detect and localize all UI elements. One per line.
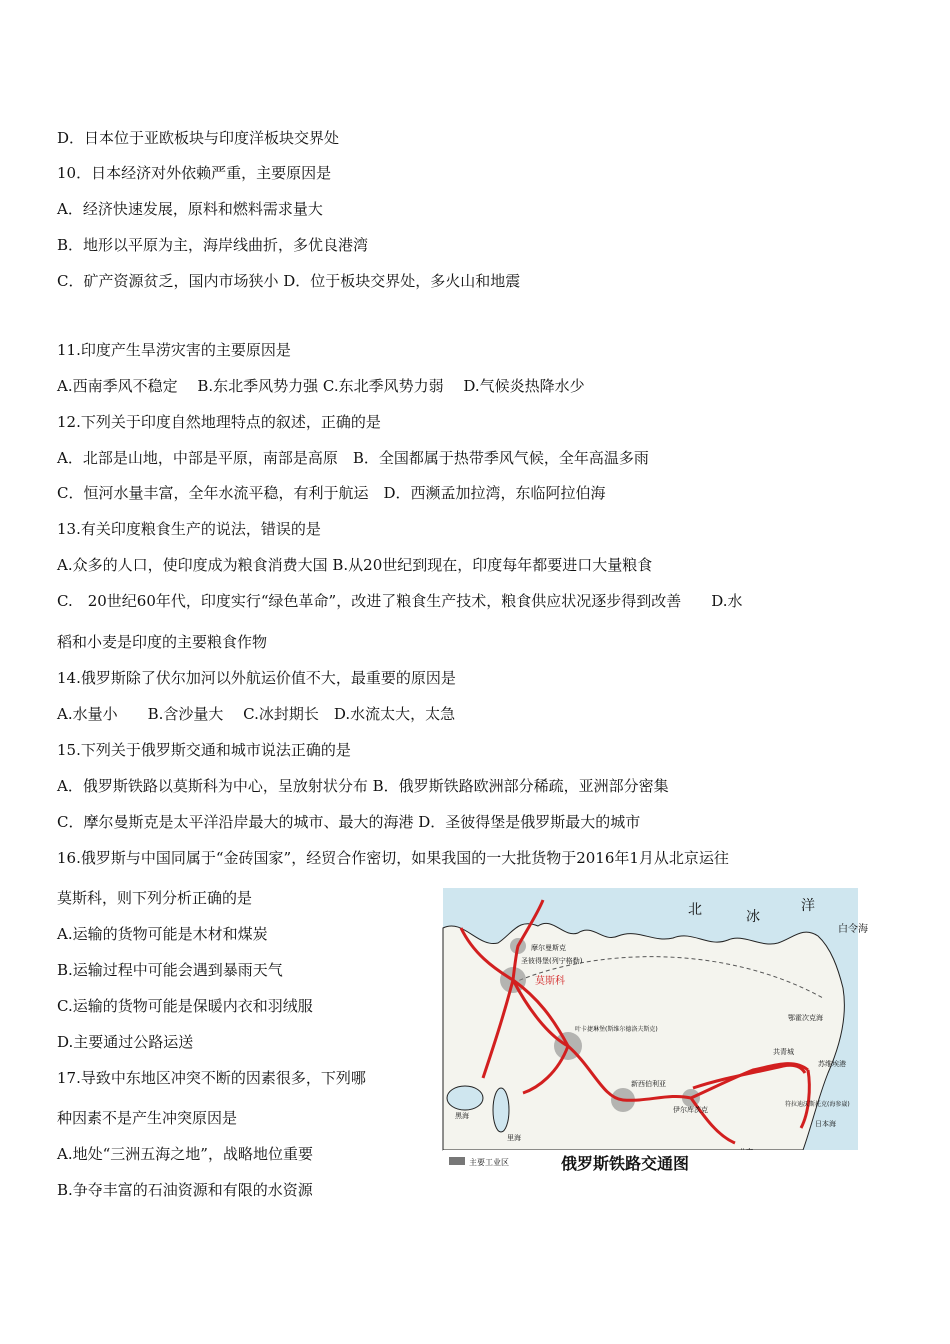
- option-line: 稻和小麦是印度的主要粮食作物: [57, 633, 268, 651]
- option-line: B.争夺丰富的石油资源和有限的水资源: [57, 1181, 313, 1199]
- option-line: C．摩尔曼斯克是太平洋沿岸最大的城市、最大的海港 D．圣彼得堡是俄罗斯最大的城市: [57, 813, 641, 831]
- question-12: 12.下列关于印度自然地理特点的叙述，正确的是: [57, 413, 381, 431]
- sea-label: 鄂霍次克海: [788, 1014, 823, 1022]
- option-line: B.运输过程中可能会遇到暴雨天气: [57, 961, 283, 979]
- city-label: 摩尔曼斯克: [531, 944, 566, 952]
- caspian-sea: [493, 1088, 509, 1132]
- sea-label: 洋: [801, 898, 815, 914]
- city-label: 伊尔库茨克: [673, 1106, 708, 1114]
- map-title: 俄罗斯铁路交通图: [561, 1154, 690, 1173]
- sea-label: 冰: [746, 909, 760, 925]
- city-label: 苏维埃港: [818, 1060, 846, 1068]
- text-line: 莫斯科，则下列分析正确的是: [57, 889, 253, 907]
- sea-label: 黑海: [455, 1112, 469, 1120]
- question-10: 10．日本经济对外依赖严重，主要原因是: [57, 164, 332, 182]
- sea-label: 北: [688, 902, 702, 918]
- russia-railway-map: [443, 888, 868, 1174]
- option-line: C．恒河水量丰富，全年水流平稳，有利于航运 D．西濒孟加拉湾，东临阿拉伯海: [57, 484, 606, 502]
- option-line: A.运输的货物可能是木材和煤炭: [57, 925, 268, 943]
- city-label: 新西伯利亚: [631, 1080, 666, 1088]
- option-line: C. 20世纪60年代，印度实行“绿色革命”，改进了粮食生产技术，粮食供应状况逐步得到改善 D.水: [57, 592, 743, 610]
- city-label: 符拉迪沃斯托克(海参崴): [785, 1101, 850, 1108]
- question-15: 15.下列关于俄罗斯交通和城市说法正确的是: [57, 741, 351, 759]
- option-line: A.地处“三洲五海之地”，战略地位重要: [57, 1145, 313, 1163]
- question-17: 17.导致中东地区冲突不断的因素很多，下列哪: [57, 1069, 366, 1087]
- option-line: A．经济快速发展，原料和燃料需求量大: [57, 200, 323, 218]
- option-line: C.运输的货物可能是保暖内衣和羽绒服: [57, 997, 313, 1015]
- option-line: A．俄罗斯铁路以莫斯科为中心，呈放射状分布 B．俄罗斯铁路欧洲部分稀疏，亚洲部分密集: [57, 777, 669, 795]
- legend-swatch: [449, 1157, 465, 1165]
- legend-label: 主要工业区: [469, 1158, 509, 1167]
- sea-label: 里海: [507, 1134, 521, 1142]
- sea-label: 日本海: [815, 1120, 836, 1128]
- option-line: C．矿产资源贫乏，国内市场狭小 D．位于板块交界处，多火山和地震: [57, 272, 521, 290]
- option-line: B．地形以平原为主，海岸线曲折，多优良港湾: [57, 236, 369, 254]
- city-label: 圣彼得堡(列宁格勒): [521, 957, 583, 965]
- sea-label: 白令海: [838, 924, 868, 935]
- question-16: 16.俄罗斯与中国同属于“金砖国家”，经贸合作密切，如果我国的一大批货物于2016年1月从北京运往: [57, 849, 729, 867]
- city-label-moscow: 莫斯科: [535, 976, 565, 987]
- text-line: 种因素不是产生冲突原因是: [57, 1109, 238, 1127]
- option-line: A．北部是山地，中部是平原，南部是高原 B．全国都属于热带季风气候，全年高温多雨: [57, 449, 649, 467]
- city-label: 共青城: [773, 1048, 794, 1056]
- option-line: A.水量小 B.含沙量大 C.冰封期长 D.水流太大，太急: [57, 705, 456, 723]
- black-sea: [447, 1086, 483, 1110]
- question-11: 11.印度产生旱涝灾害的主要原因是: [57, 341, 291, 359]
- option-line: A.众多的人口，使印度成为粮食消费大国 B.从20世纪到现在，印度每年都要进口大量粮食: [57, 556, 653, 574]
- option-line: D.主要通过公路运送: [57, 1033, 194, 1051]
- text-line: D．日本位于亚欧板块与印度洋板块交界处: [57, 129, 340, 147]
- option-line: A.西南季风不稳定 B.东北季风势力强 C.东北季风势力弱 D.气候炎热降水少: [57, 377, 585, 395]
- city-label: 叶卡捷琳堡(斯维尔德洛夫斯克): [575, 1026, 658, 1033]
- question-13: 13.有关印度粮食生产的说法，错误的是: [57, 520, 321, 538]
- question-14: 14.俄罗斯除了伏尔加河以外航运价值不大，最重要的原因是: [57, 669, 456, 687]
